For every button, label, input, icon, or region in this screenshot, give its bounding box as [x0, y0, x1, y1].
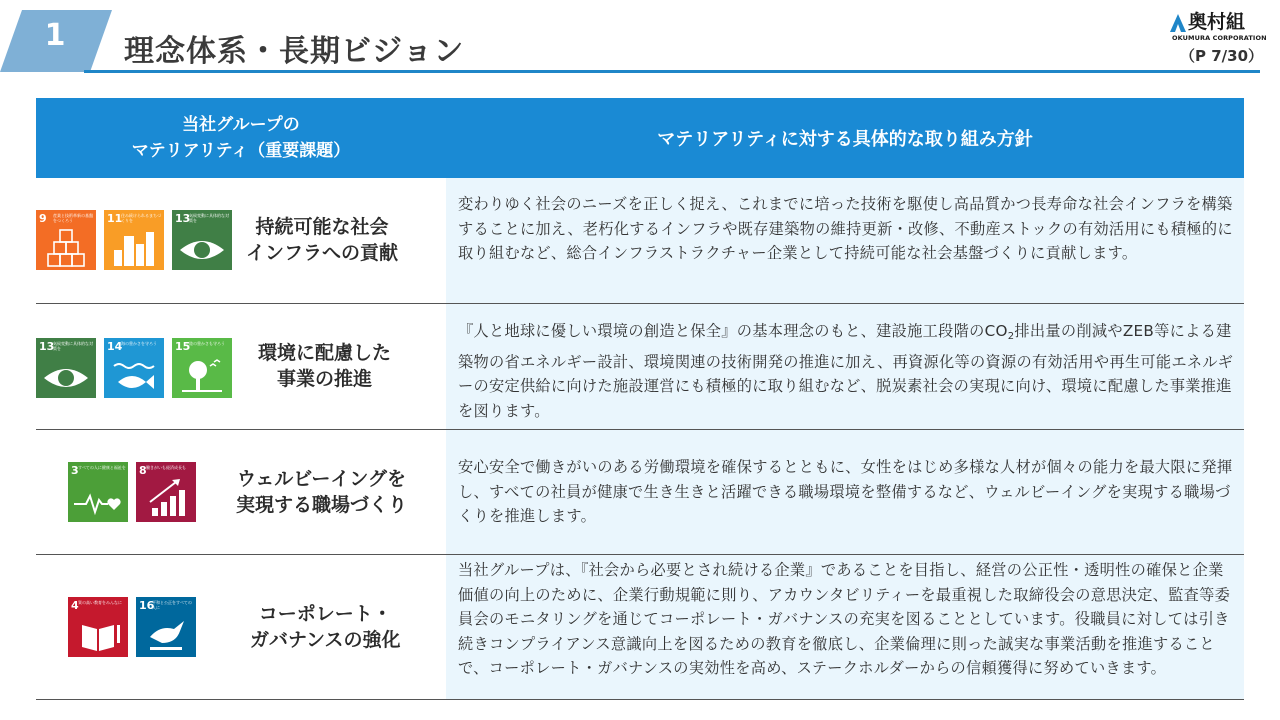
table-row [36, 304, 1244, 430]
dove-icon [136, 597, 196, 657]
page-title: 理念体系・長期ビジョン [124, 34, 465, 69]
policy-cell: 『人と地球に優しい環境の創造と保全』の基本理念のもと、建設施工段階の$CO_2$排出量の削減やZEB等による建築物の省エネルギー設計、環境関連の技術開発の推進に加え、再資源化等の資源の有効活用や再生可能エネルギーの安定供給に向けた施設運営にも積極的に取り組むなど、脱炭素社会の実現に向け、環境に配慮した事業推進を図ります。 [446, 304, 1244, 429]
materiality-label: コーポレート・ ガバナンスの強化 [250, 603, 401, 651]
cubes-icon [36, 210, 96, 270]
sdg-13-icon: 13 気候変動に具体的な対策を [172, 210, 232, 270]
book-icon [68, 597, 128, 657]
tree-icon [172, 338, 232, 398]
eye-globe-icon [36, 338, 96, 398]
table-row [36, 555, 1244, 700]
policy-cell: 当社グループは、『社会から必要とされ続ける企業』であることを目指し、経営の公正性・透明性の確保と企業価値の向上のために、企業行動規範に則り、アカウンタビリティーを最重視した取締役会の意思決定、監査等委員会のモニタリングを通じてコーポレート・ガバナンスの充実を図ることとしています。役職員に対しては引き続きコンプライアンス意識向上を図るための教育を徹底し、企業倫理に則った誠実な事業活動を推進することで、コーポレート・ガバナンスの実効性を高め、ステークホルダーからの信頼獲得に努めていきます。 [446, 555, 1244, 699]
sdg-icons [36, 338, 232, 398]
heartbeat-icon [68, 462, 128, 522]
logo-subtitle: OKUMURA CORPORATION [1172, 34, 1267, 42]
sdg-16-icon: 16 平和と公正をすべての人に [136, 597, 196, 657]
logo-name: 奥村組 [1188, 11, 1246, 33]
materiality-cell [36, 555, 446, 699]
policy-cell: 変わりゆく社会のニーズを正しく捉え、これまでに培った技術を駆使し高品質かつ長寿命な社会インフラを構築することに加え、老朽化するインフラや既存建築物の維持更新・改修、不動産ストックの有効活用にも積極的に取り組むなど、総合インフラストラクチャー企業として持続可能な社会基盤づくりに貢献します。 [446, 178, 1244, 303]
sdg-14-icon: 14 海の豊かさを守ろう [104, 338, 164, 398]
okumura-mark-icon [1170, 14, 1186, 32]
table-row [36, 430, 1244, 555]
materiality-label: 環境に配慮した 事業の推進 [258, 342, 392, 390]
title-underline [84, 70, 1260, 73]
sdg-9-icon: 9 産業と技術革新の基盤をつくろう [36, 210, 96, 270]
growth-chart-icon [136, 462, 196, 522]
materiality-cell [36, 430, 446, 554]
materiality-cell [36, 178, 446, 303]
materiality-label: 持続可能な社会 インフラへの貢献 [246, 216, 399, 264]
company-logo [1170, 12, 1270, 42]
table-header [36, 98, 1244, 178]
col-policy-header: マテリアリティに対する具体的な取り組み方針 [657, 129, 1033, 150]
col-materiality-header: 当社グループの マテリアリティ（重要課題） [131, 115, 351, 161]
table-row [36, 178, 1244, 304]
sdg-icons [68, 597, 196, 657]
sdg-icons [68, 462, 196, 522]
eye-globe-icon [172, 210, 232, 270]
sdg-13-icon: 13 気候変動に具体的な対策を [36, 338, 96, 398]
city-icon [104, 210, 164, 270]
materiality-cell [36, 304, 446, 429]
materiality-label: ウェルビーイングを 実現する職場づくり [236, 468, 408, 516]
policy-cell: 安心安全で働きがいのある労働環境を確保するとともに、女性をはじめ多様な人材が個々の能力を最大限に発揮し、すべての社員が健康で生き生きと活躍できる職場環境を整備するなど、ウェルビーイングを実現する職場づくりを推進します。 [446, 430, 1244, 554]
page-number: （P 7/30） [1180, 47, 1264, 65]
sdg-icons [36, 210, 232, 270]
sdg-15-icon: 15 陸の豊かさも守ろう [172, 338, 232, 398]
section-number: 1 [44, 18, 66, 53]
sdg-3-icon: 3 すべての人に健康と福祉を [68, 462, 128, 522]
sdg-4-icon: 4 質の高い教育をみんなに [68, 597, 128, 657]
fish-icon [104, 338, 164, 398]
sdg-8-icon: 8 働きがいも経済成長も [136, 462, 196, 522]
sdg-11-icon: 11 住み続けられるまちづくりを [104, 210, 164, 270]
materiality-table [36, 98, 1244, 700]
